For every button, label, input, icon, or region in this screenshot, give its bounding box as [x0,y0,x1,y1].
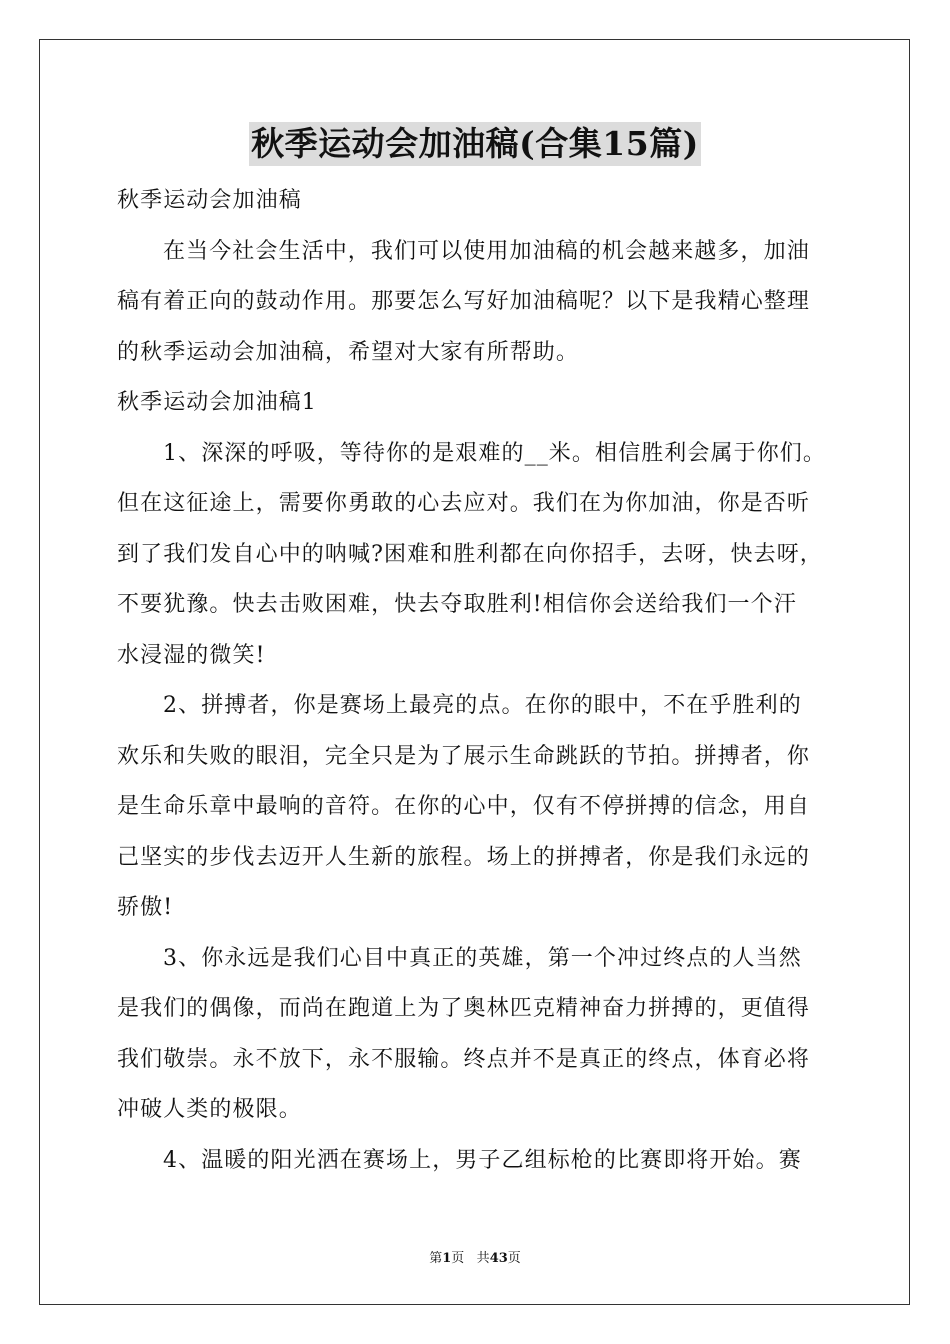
page-footer [0,1247,950,1266]
text-line: 己坚实的步伐去迈开人生新的旅程。场上的拼搏者，你是我们永远的 [117,844,811,870]
text-line: 但在这征途上，需要你勇敢的心去应对。我们在为你加油，你是否听 [117,491,811,516]
text-line: 冲破人类的极限。 [117,1097,302,1122]
text-line: 在当今社会生活中，我们可以使用加油稿的机会越来越多，加油 [163,238,810,264]
text-line: 的秋季运动会加油稿，希望对大家有所帮助。 [117,339,580,365]
text-line: 欢乐和失败的眼泪，完全只是为了展示生命跳跃的节拍。拼搏者，你 [117,743,811,769]
document-title: 秋季运动会加油稿(合集15篇) [249,122,701,166]
footer-page-number: 1 [442,1251,452,1266]
text-line: 骄傲! [117,895,174,920]
text-line: 到了我们发自心中的呐喊?困难和胜利都在向你招手，去呀，快去呀， [117,541,823,567]
title-container [0,122,950,166]
text-line: 水浸湿的微笑! [117,642,266,668]
footer-total-pages: 43 [489,1251,508,1266]
text-line: 1、深深的呼吸，等待你的是艰难的__米。相信胜利会属于你们。 [163,440,826,466]
text-line: 我们敬崇。永不放下，永不服输。终点并不是真正的终点，体育必将 [117,1046,811,1072]
footer-page-prefix: 第 [429,1251,443,1266]
text-line: 3、你永远是我们心目中真正的英雄，第一个冲过终点的人当然 [163,945,802,971]
footer-total-suffix: 页 [507,1251,521,1266]
text-line: 秋季运动会加油稿 [117,188,302,213]
text-line: 是我们的偶像，而尚在跑道上为了奥林匹克精神奋力拼搏的，更值得 [117,996,811,1021]
footer-total-prefix: 共 [476,1251,490,1266]
text-line: 是生命乐章中最响的音符。在你的心中，仅有不停拼搏的信念，用自 [117,794,811,819]
text-line: 稿有着正向的鼓动作用。那要怎么写好加油稿呢？以下是我精心整理 [117,289,811,314]
text-line: 秋季运动会加油稿1 [117,390,317,415]
footer-page-suffix: 页 [451,1251,465,1266]
text-line: 不要犹豫。快去击败困难，快去夺取胜利!相信你会送给我们一个汗 [117,592,797,617]
text-line: 4、温暖的阳光洒在赛场上，男子乙组标枪的比赛即将开始。赛 [163,1147,802,1173]
text-line: 2、拼搏者，你是赛场上最亮的点。在你的眼中，不在乎胜利的 [163,693,802,718]
document-body [117,176,837,1186]
